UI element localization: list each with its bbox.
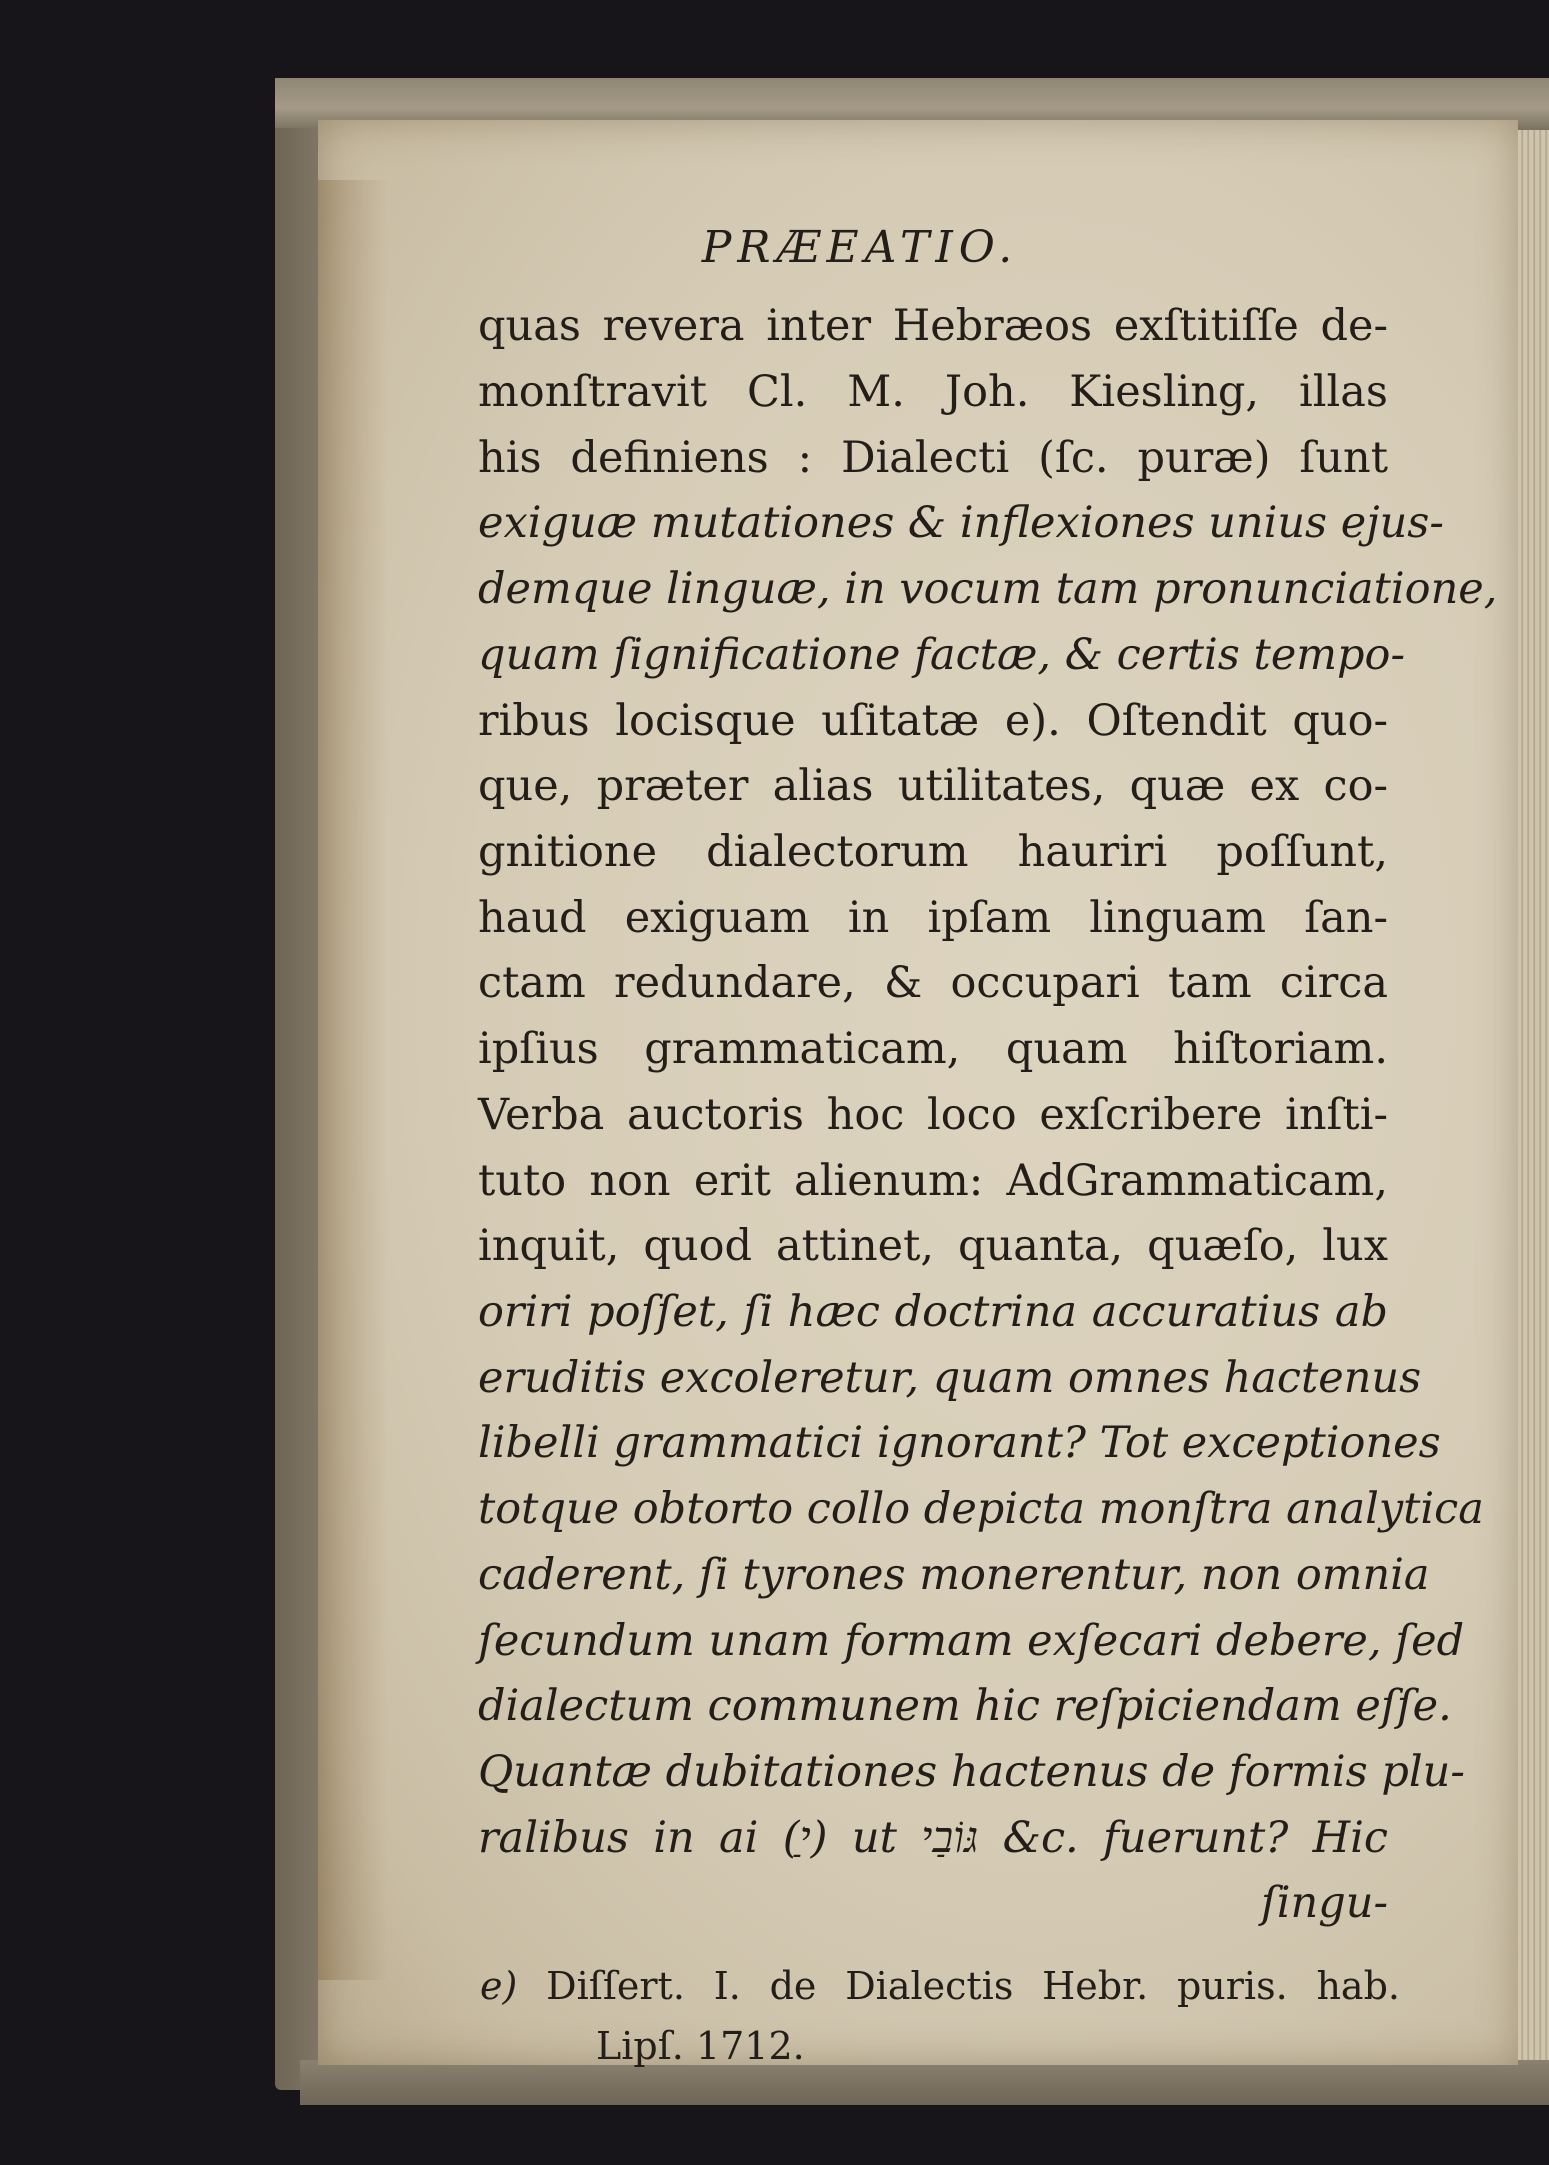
text-line: quam ſignificatione factæ, & certis tempo-	[478, 630, 1405, 680]
text-line: ralibus in ai (ַי) ut גּוֹבַי &c. fuerunt? Hic	[478, 1813, 1388, 1863]
footnote-line-2: Lipſ. 1712.	[596, 2024, 805, 2068]
text-line: haud exiguam in ipſam linguam ſan-	[478, 893, 1388, 943]
text-line: monſtravit Cl. M. Joh. Kiesling, illas	[478, 367, 1388, 417]
text-line: caderent, ſi tyrones monerentur, non omnia	[478, 1550, 1430, 1600]
text-line: dialectum communem hic reſpiciendam eſſe.	[478, 1681, 1452, 1731]
text-line: ctam redundare, & occupari tam circa	[478, 958, 1388, 1008]
text-line: que, præter alias utilitates, quæ ex co-	[478, 761, 1388, 811]
footnote-marker: e)	[480, 1964, 518, 2008]
text-line: gnitione dialectorum hauriri poſſunt,	[478, 827, 1388, 877]
text-line: ribus locisque uſitatæ e). Oſtendit quo-	[478, 696, 1388, 746]
text-line: Verba auctoris hoc loco exſcribere inſti-	[478, 1090, 1388, 1140]
text-line: totque obtorto collo depicta monſtra analytica	[478, 1484, 1484, 1534]
text-line: tuto non erit alienum: AdGrammaticam,	[478, 1156, 1388, 1206]
running-title: PRÆEATIO.	[701, 222, 1019, 273]
page-stain	[318, 180, 388, 1980]
catchword: ſingu-	[1260, 1878, 1388, 1928]
text-line: ipſius grammaticam, quam hiſtoriam.	[478, 1024, 1388, 1074]
footnote-line	[480, 1958, 1400, 2014]
text-line: exiguæ mutationes & inflexiones unius ejus-	[478, 498, 1444, 548]
text-line: oriri poſſet, ſi hæc doctrina accuratius ab	[478, 1287, 1388, 1337]
text-line: libelli grammatici ignorant? Tot exceptiones	[478, 1418, 1441, 1468]
text-line: quas revera inter Hebræos exſtitiſſe de-	[478, 301, 1388, 351]
footnote-text: Diſſert. I. de Dialectis Hebr. puris. hab.	[546, 1964, 1400, 2008]
text-line: inquit, quod attinet, quanta, quæſo, lux	[478, 1221, 1388, 1271]
text-line: his definiens : Dialecti (ſc. puræ) ſunt	[478, 433, 1388, 483]
text-line: eruditis excoleretur, quam omnes hactenus	[478, 1353, 1422, 1403]
text-line: Quantæ dubitationes hactenus de formis plu-	[478, 1747, 1465, 1797]
text-line: ſecundum unam formam exſecari debere, ſed	[478, 1616, 1465, 1666]
text-line: demque linguæ, in vocum tam pronunciatione,	[478, 564, 1498, 614]
